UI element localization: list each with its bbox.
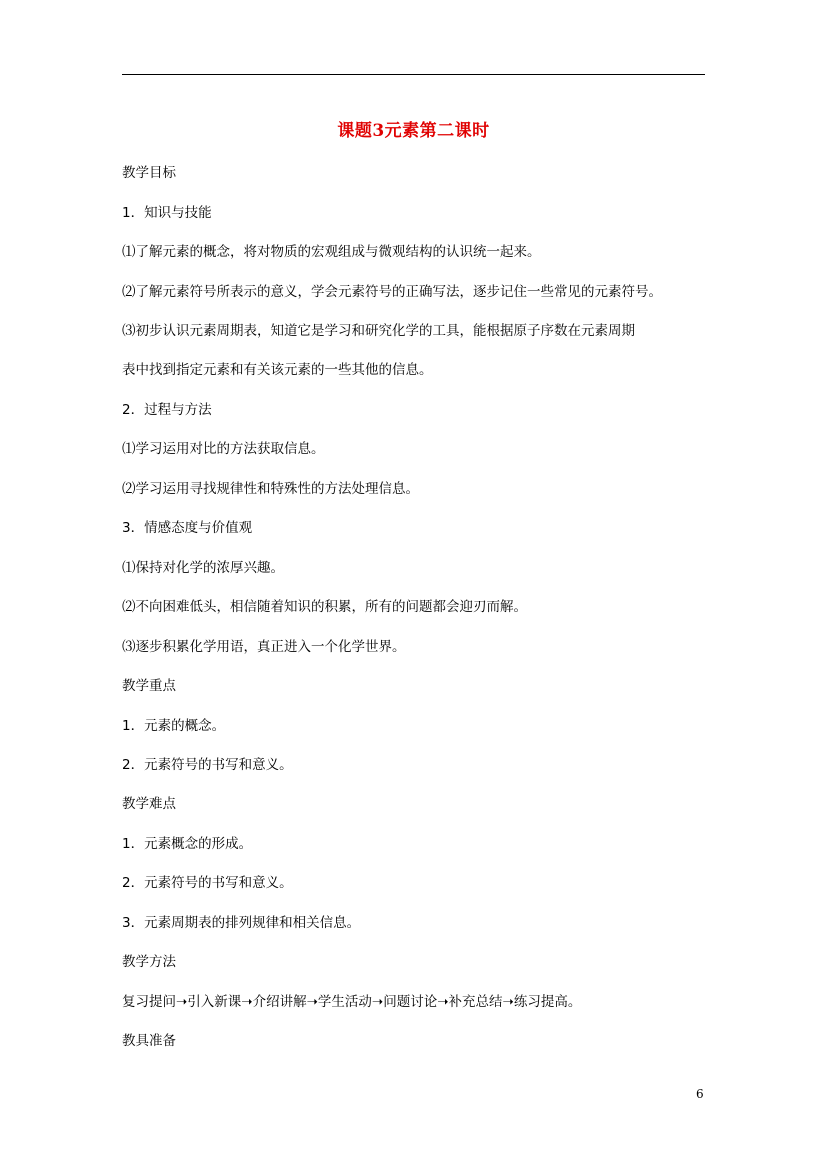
section-heading: 教学方法 <box>122 954 176 970</box>
text-line: 2．元素符号的书写和意义。 <box>122 875 293 891</box>
section-heading: 教具准备 <box>122 1033 176 1049</box>
section-heading: 教学目标 <box>122 165 176 181</box>
text-line: 1．元素的概念。 <box>122 718 226 734</box>
text-line: ⑵学习运用寻找规律性和特殊性的方法处理信息。 <box>122 481 419 497</box>
text-line: 复习提问➝引入新课➝介绍讲解➝学生活动➝问题讨论➝补充总结➝练习提高。 <box>122 994 582 1010</box>
text-line: 表中找到指定元素和有关该元素的一些其他的信息。 <box>122 362 433 378</box>
text-line: 1．元素概念的形成。 <box>122 836 253 852</box>
text-line: ⑴保持对化学的浓厚兴趣。 <box>122 560 284 576</box>
text-line: ⑵了解元素符号所表示的意义，学会元素符号的正确写法，逐步记住一些常见的元素符号。 <box>122 284 662 300</box>
text-line: 2．元素符号的书写和意义。 <box>122 757 293 773</box>
text-line: ⑶逐步积累化学用语，真正进入一个化学世界。 <box>122 639 406 655</box>
header-rule <box>122 74 705 75</box>
text-line: ⑴了解元素的概念，将对物质的宏观组成与微观结构的认识统一起来。 <box>122 244 541 260</box>
text-line: ⑵不向困难低头，相信随着知识的积累，所有的问题都会迎刃而解。 <box>122 599 527 615</box>
text-line: 1．知识与技能 <box>122 205 212 221</box>
text-line: 3．情感态度与价值观 <box>122 520 253 536</box>
section-heading: 教学难点 <box>122 796 176 812</box>
text-line: ⑶初步认识元素周期表，知道它是学习和研究化学的工具，能根据原子序数在元素周期 <box>122 323 635 339</box>
text-line: 2．过程与方法 <box>122 402 212 418</box>
text-line: ⑴学习运用对比的方法获取信息。 <box>122 441 325 457</box>
text-line: 3．元素周期表的排列规律和相关信息。 <box>122 915 361 931</box>
page-number: 6 <box>696 1087 704 1101</box>
document-title: 课题3元素第二课时 <box>337 121 490 141</box>
section-heading: 教学重点 <box>122 678 176 694</box>
